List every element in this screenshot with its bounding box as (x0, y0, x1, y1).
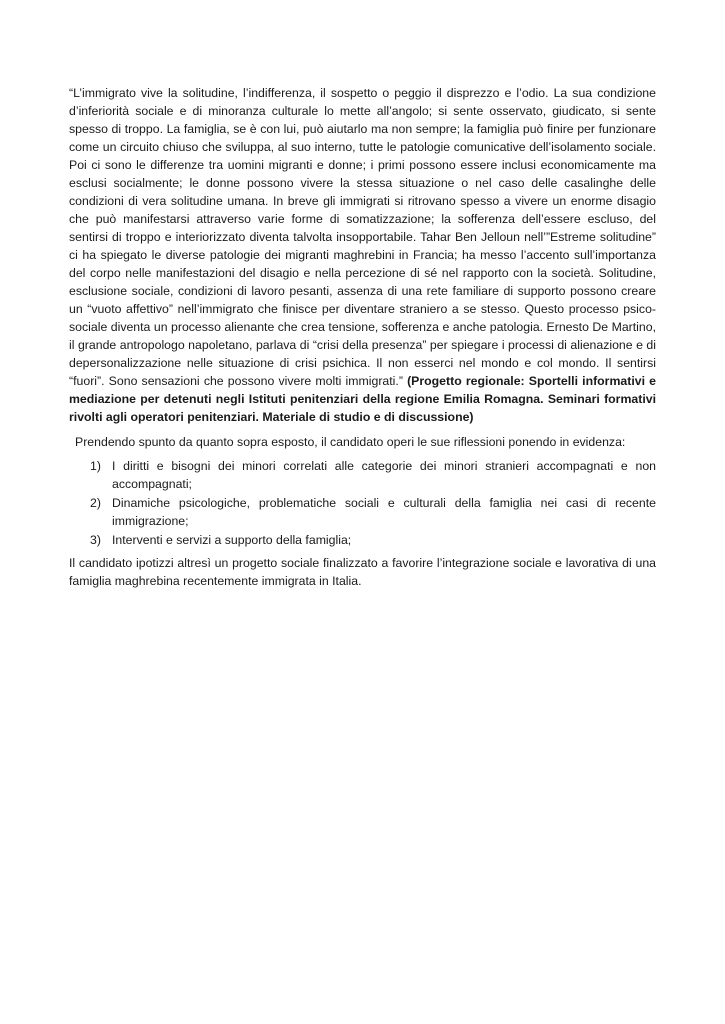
list-item-number: 3) (90, 533, 101, 547)
list-item-text: Interventi e servizi a supporto della famiglia; (112, 533, 352, 547)
closing-paragraph: Il candidato ipotizzi altresì un progetto sociale finalizzato a favorire l’integrazione sociale e lavorativa di una famiglia maghrebina recentemente immigrata in Italia. (69, 556, 656, 588)
quote-source: (Progetto regionale: Sportelli informativi e mediazione per detenuti negli Istituti penitenziari della regione Emilia Romagna. Seminari formativi rivolti agli operatori penitenziari. Materiale di studio e di discussione) (69, 374, 657, 424)
list-item-text: Dinamiche psicologiche, problematiche sociali e culturali della famiglia nei casi di recente immigrazione; (112, 496, 656, 528)
list-item (69, 457, 656, 493)
list-item-number: 1) (90, 459, 101, 473)
quoted-passage (69, 84, 656, 426)
list-item-number: 2) (90, 496, 101, 510)
list-item (69, 494, 656, 530)
list-item-text: I diritti e bisogni dei minori correlati alle categorie dei minori stranieri accompagnati e non accompagnati; (112, 459, 656, 491)
document-page (69, 84, 656, 590)
quote-text: “L’immigrato vive la solitudine, l’indifferenza, il sospetto o peggio il disprezzo e l’odio. La sua condizione d’inferiorità sociale e di minoranza culturale lo mette all’angolo; si sente osservato, giudicato, si sente spesso di troppo. La famiglia, se è con lui, può aiutarlo ma non sempre; la famiglia può finire per funzionare come un circuito chiuso che sviluppa, al suo interno, tutte le patologie comunicative dell’isolamento sociale. Poi ci sono le differenze tra uomini migranti e donne; i primi possono essere inclusi economicamente ma esclusi socialmente; le donne possono vivere la stessa situazione o nel caso delle casalinghe delle condizioni di vera solitudine umana. In breve gli immigrati si ritrovano spesso a vivere un enorme disagio che può manifestarsi attraverso varie forme di somatizzazione; la sofferenza dell’essere escluso, del sentirsi di troppo e interiorizzato diventa talvolta insopportabile. Tahar Ben Jelloun nell’”Estreme solitudine” ci ha spiegato le diverse patologie dei migranti maghrebini in Francia; ha messo l’accento sull’importanza del corpo nelle manifestazioni del disagio e nella percezione di sé nel rapporto con la società. Solitudine, esclusione sociale, condizioni di lavoro pesanti, assenza di una rete familiare di supporto possono creare un “vuoto affettivo” nell’immigrato che finisce per diventare straniero a se stesso. Questo processo psico-sociale diventa un processo alienante che crea tensione, sofferenza e anche patologia. Ernesto De Martino, il grande antropologo napoletano, parlava di “crisi della presenza” per spiegare i processi di alienazione e di depersonalizzazione nelle situazione di crisi psichica. Il non esserci nel mondo e col mondo. Il sentirsi “fuori”. Sono sensazioni che possono vivere molti immigrati.” (69, 86, 656, 388)
list-item (69, 531, 656, 549)
requirements-list (69, 457, 656, 549)
task-intro: Prendendo spunto da quanto sopra esposto, il candidato operi le sue riflessioni ponendo in evidenza: (75, 435, 626, 449)
